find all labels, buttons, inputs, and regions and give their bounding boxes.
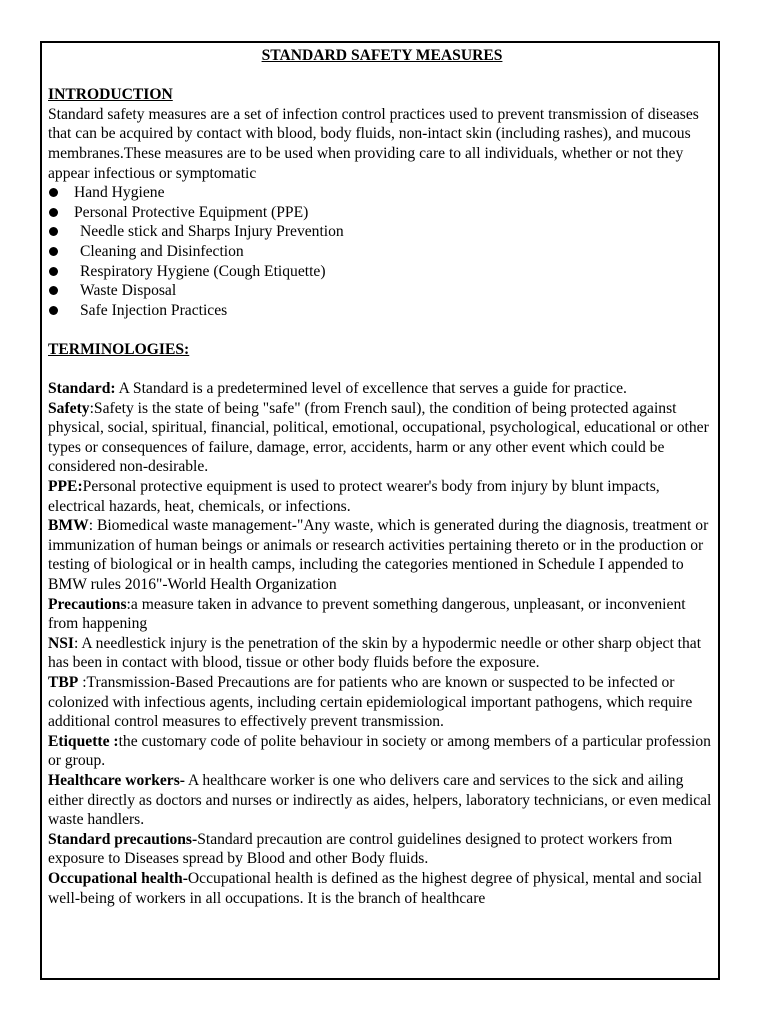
list-item-label: Cleaning and Disinfection xyxy=(80,242,244,260)
term-name: Standard: xyxy=(48,380,116,398)
term-name: NSI xyxy=(48,634,75,652)
list-item xyxy=(48,242,716,262)
term-entry-nsi xyxy=(48,634,716,673)
list-item-label: Hand Hygiene xyxy=(74,184,165,202)
term-name: Precautions xyxy=(48,595,127,613)
list-item-label: Safe Injection Practices xyxy=(80,301,228,319)
term-definition: Standard precaution are control guidelines designed to protect workers from exposure to Diseases spread by Blood and other Body fluids. xyxy=(48,830,673,868)
term-definition: :Safety is the state of being "safe" (from French saul), the condition of being protected against physical, social, spiritual, financial, political, emotional, occupational, psychological, educational or other types or consequences of failure, damage, error, accidents, harm or any other event which could be considered non-desirable. xyxy=(48,399,709,476)
term-name: PPE: xyxy=(48,478,83,496)
spacer xyxy=(48,360,716,380)
bullet-icon xyxy=(49,306,58,315)
term-definition: A healthcare worker is one who delivers care and services to the sick and ailing either directly as doctors and nurses or indirectly as aides, helpers, laboratory technicians, or even medical waste handlers. xyxy=(48,771,712,829)
term-definition: :a measure taken in advance to prevent something dangerous, unpleasant, or inconvenient from happening xyxy=(48,595,686,633)
term-entry-standard xyxy=(48,379,716,399)
spacer xyxy=(48,320,716,340)
term-definition: Personal protective equipment is used to protect wearer's body from injury by blunt impacts, electrical hazards, heat, chemicals, or infections. xyxy=(48,478,660,515)
introduction-heading: INTRODUCTION xyxy=(48,86,173,104)
document-content xyxy=(48,46,716,908)
list-item-label: Waste Disposal xyxy=(80,282,177,300)
bullet-icon xyxy=(49,267,58,276)
bullet-icon xyxy=(49,286,58,295)
term-entry-healthcare-workers xyxy=(48,771,716,830)
bullet-icon xyxy=(49,208,58,217)
term-entry-occupational-health xyxy=(48,869,716,908)
term-entry-tbp xyxy=(48,673,716,732)
term-name: BMW xyxy=(48,517,89,535)
bullet-icon xyxy=(49,188,58,197)
term-entry-precautions xyxy=(48,595,716,634)
term-definition: the customary code of polite behaviour in society or among members of a particular profession or group. xyxy=(48,732,711,770)
term-entry-bmw xyxy=(48,516,716,594)
list-item xyxy=(48,262,716,282)
list-item-label: Personal Protective Equipment (PPE) xyxy=(74,203,309,221)
introduction-paragraph: Standard safety measures are a set of infection control practices used to prevent transmission of diseases that can be acquired by contact with blood, body fluids, non-intact skin (including rashes), and mucous membranes.These measures are to be used when providing care to all individuals, whether or not they appear infectious or symptomatic xyxy=(48,105,699,182)
list-item xyxy=(48,222,716,242)
term-entry-safety xyxy=(48,399,716,477)
terminologies-heading: TERMINOLOGIES: xyxy=(48,340,190,358)
term-name: Standard precautions- xyxy=(48,830,198,848)
terminology-list xyxy=(48,379,716,908)
list-item xyxy=(48,281,716,301)
term-entry-ppe xyxy=(48,477,716,516)
term-definition: :Transmission-Based Precautions are for patients who are known or suspected to be infected or colonized with infectious agents, including certain epidemiological important pathogens, which require additional control measures to effectively prevent transmission. xyxy=(48,674,693,731)
document-title: STANDARD SAFETY MEASURES xyxy=(261,47,503,64)
list-item-label: Needle stick and Sharps Injury Prevention xyxy=(80,223,344,241)
safety-measures-list xyxy=(48,183,716,320)
term-name: Occupational health- xyxy=(48,869,188,887)
term-definition: : A needlestick injury is the penetration of the skin by a hypodermic needle or other sharp object that has been in contact with blood, tissue or other body fluids before the exposure. xyxy=(48,634,702,672)
spacer xyxy=(48,66,716,86)
term-definition: Occupational health is defined as the highest degree of physical, mental and social well-being of workers in all occupations. It is the branch of healthcare xyxy=(48,869,702,907)
term-name: Etiquette : xyxy=(48,732,119,750)
list-item xyxy=(48,183,716,203)
list-item-label: Respiratory Hygiene (Cough Etiquette) xyxy=(80,262,326,280)
term-name: Safety xyxy=(48,399,90,417)
list-item xyxy=(48,301,716,321)
term-name: TBP xyxy=(48,674,79,691)
bullet-icon xyxy=(49,227,58,236)
term-definition: : Biomedical waste management-"Any waste, which is generated during the diagnosis, treatment or immunization of human beings or animals or research activities pertaining thereto or in the production or testing of biological or in health camps, including the categories mentioned in Schedule I appended to BMW rules 2016"-World Health Organization xyxy=(48,517,709,594)
term-name: Healthcare workers- xyxy=(48,771,185,789)
term-definition: A Standard is a predetermined level of excellence that serves a guide for practice. xyxy=(115,380,627,398)
bullet-icon xyxy=(49,247,58,256)
term-entry-standard-precautions xyxy=(48,830,716,869)
list-item xyxy=(48,203,716,223)
document-page xyxy=(40,41,720,980)
term-entry-etiquette xyxy=(48,732,716,771)
